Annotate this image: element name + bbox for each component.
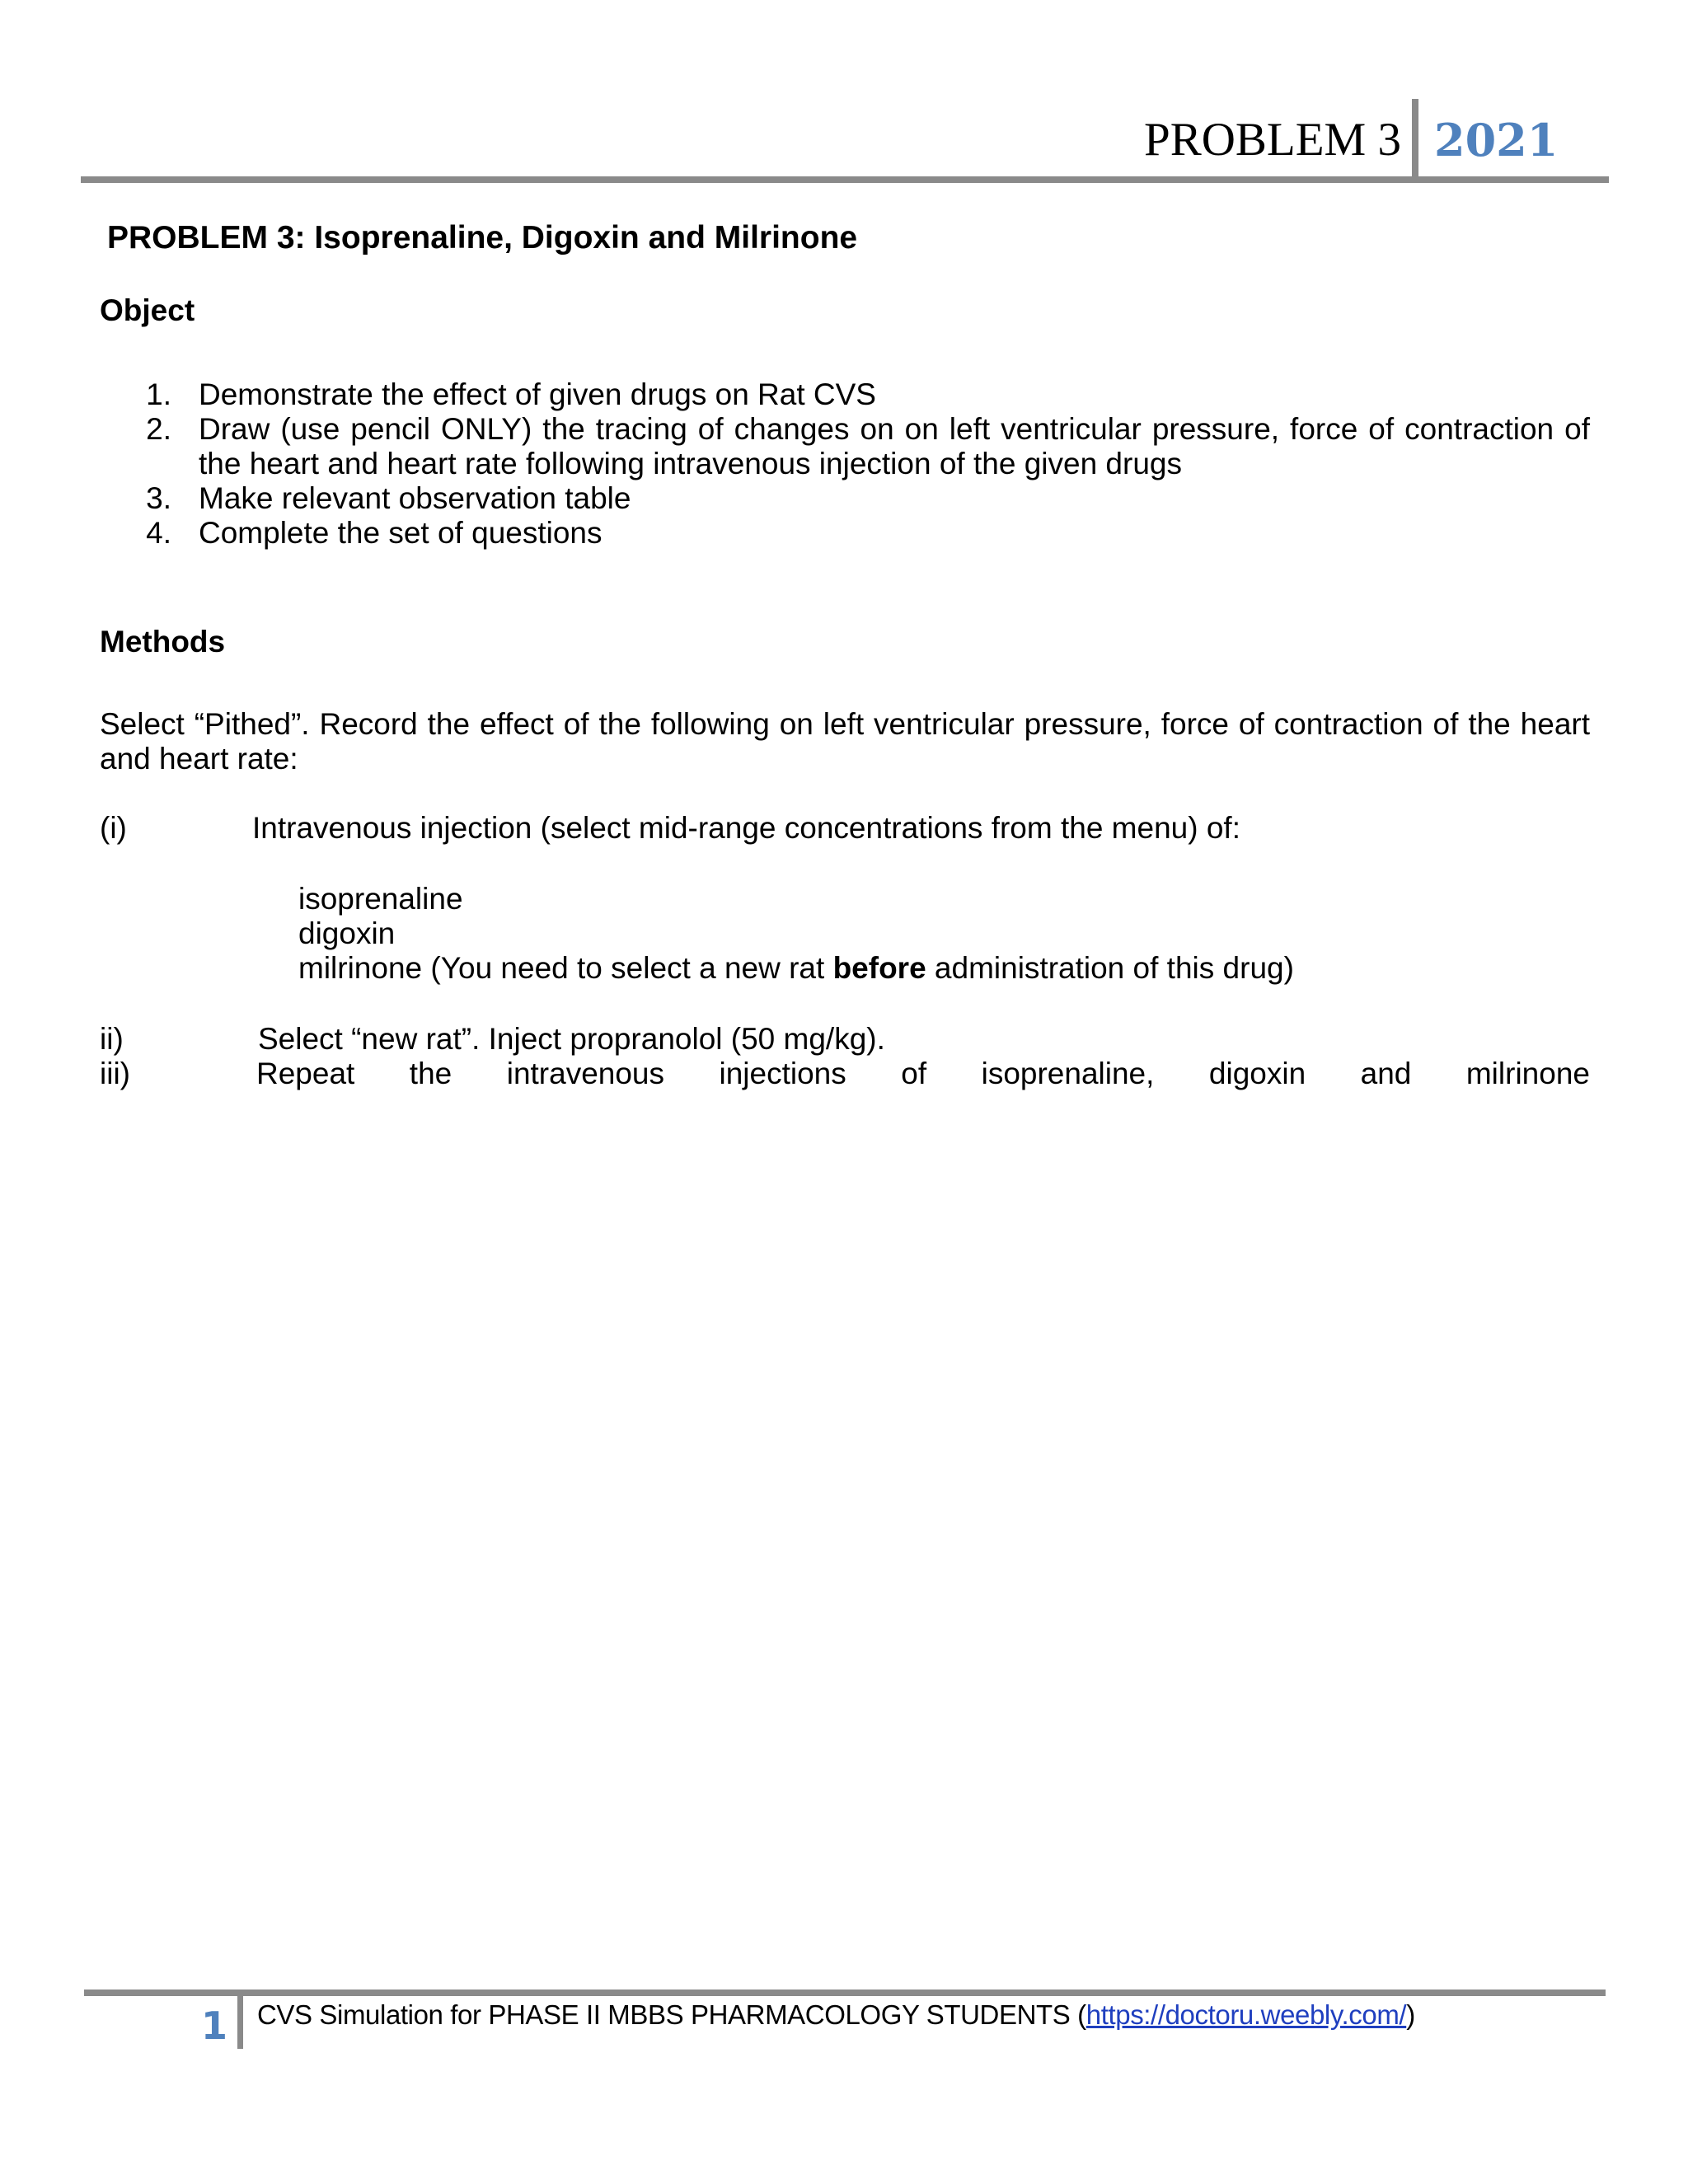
drug-milrinone-emphasis: before bbox=[832, 951, 926, 985]
footer-label: CVS Simulation for PHASE II MBBS PHARMACOLOGY STUDENTS ( bbox=[257, 1999, 1086, 2030]
step-iii-word: the bbox=[409, 1057, 452, 1090]
step-iii-label: iii) bbox=[100, 1057, 130, 1090]
document-heading: PROBLEM 3: Isoprenaline, Digoxin and Milrinone bbox=[107, 220, 858, 255]
step-iii-word: isoprenaline, bbox=[981, 1057, 1155, 1090]
object-item-text-continued: the heart and heart rate following intravenous injection of the given drugs bbox=[199, 447, 1182, 480]
header-title: PROBLEM 3 bbox=[1144, 114, 1401, 166]
object-item-number: 1. bbox=[146, 377, 171, 411]
drug-milrinone bbox=[298, 951, 1294, 986]
drug-milrinone-prefix: milrinone (You need to select a new rat bbox=[298, 951, 833, 985]
step-iii-word: digoxin bbox=[1208, 1057, 1306, 1090]
object-item-text: Make relevant observation table bbox=[199, 481, 631, 515]
object-section-title: Object bbox=[100, 293, 195, 327]
step-iii-word: of bbox=[901, 1057, 927, 1090]
drug-isoprenaline: isoprenaline bbox=[298, 882, 463, 916]
footer-rule bbox=[84, 1990, 1606, 1996]
header-year: 2021 bbox=[1434, 114, 1559, 166]
header-divider bbox=[1412, 99, 1418, 180]
header-rule bbox=[81, 176, 1609, 183]
step-i-label: (i) bbox=[100, 811, 127, 845]
step-iii-word: Repeat bbox=[256, 1057, 355, 1090]
methods-intro-line-1: Select “Pithed”. Record the effect of the following on left ventricular pressure, force of contraction of the heart bbox=[100, 707, 1590, 741]
footer-link[interactable]: https://doctoru.weebly.com/ bbox=[1085, 1999, 1407, 2030]
step-i-text: Intravenous injection (select mid-range concentrations from the menu) of: bbox=[252, 811, 1240, 845]
drug-milrinone-suffix: administration of this drug) bbox=[926, 951, 1294, 985]
step-ii-label: ii) bbox=[100, 1022, 124, 1056]
methods-intro-line-2: and heart rate: bbox=[100, 742, 298, 776]
step-iii-word: injections bbox=[719, 1057, 846, 1090]
step-iii-word: and bbox=[1360, 1057, 1412, 1090]
object-item-text: Demonstrate the effect of given drugs on Rat CVS bbox=[199, 377, 876, 411]
drug-digoxin: digoxin bbox=[298, 916, 396, 950]
object-item-number: 3. bbox=[146, 481, 171, 515]
object-item-text: Draw (use pencil ONLY) the tracing of changes on on left ventricular pressure, force of contraction of bbox=[199, 412, 1590, 446]
step-iii-word: milrinone bbox=[1465, 1057, 1590, 1090]
object-item-text: Complete the set of questions bbox=[199, 516, 603, 550]
page-number: 1 bbox=[200, 2004, 227, 2048]
step-iii-word: intravenous bbox=[506, 1057, 665, 1090]
object-item-number: 4. bbox=[146, 516, 171, 550]
footer-divider bbox=[237, 1996, 243, 2049]
step-ii-text: Select “new rat”. Inject propranolol (50 mg/kg). bbox=[258, 1022, 885, 1056]
footer-text bbox=[257, 1998, 1415, 2032]
step-iii-text bbox=[256, 1057, 1590, 1091]
object-item-number: 2. bbox=[146, 412, 171, 446]
methods-section-title: Methods bbox=[100, 625, 226, 658]
footer-label-end: ) bbox=[1406, 1999, 1415, 2030]
